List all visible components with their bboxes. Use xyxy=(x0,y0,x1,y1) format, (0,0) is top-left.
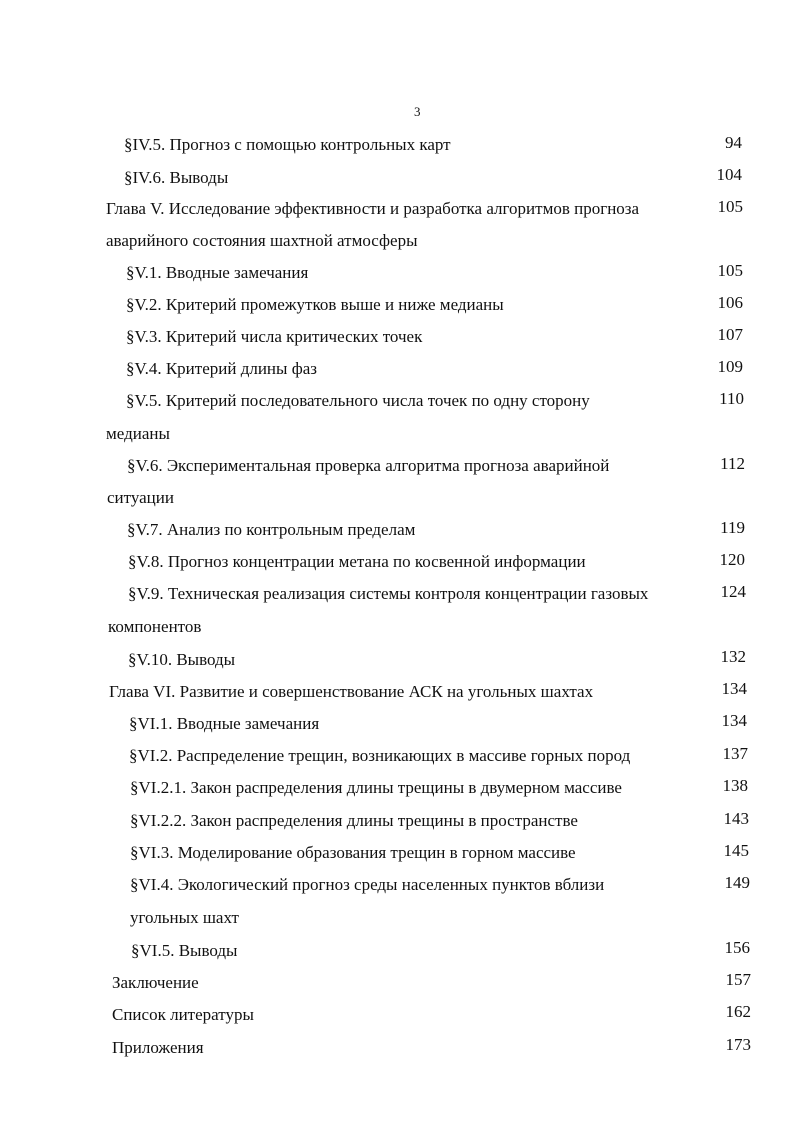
page-number: 3 xyxy=(414,104,421,119)
toc-entry-page: 94 xyxy=(725,133,742,152)
toc-entry-page: 134 xyxy=(721,711,747,730)
toc-entry-title: §VI.5. Выводы xyxy=(131,941,238,960)
toc-entry-page: 134 xyxy=(721,679,747,698)
toc-entry-title-continuation: компонентов xyxy=(108,617,202,636)
toc-entry-title: §VI.2. Распределение трещин, возникающих в массиве горных пород xyxy=(129,746,631,765)
toc-entry-title-continuation: медианы xyxy=(106,424,170,443)
toc-entry-title: §V.1. Вводные замечания xyxy=(126,263,309,282)
toc-entry-title: §V.8. Прогноз концентрации метана по косвенной информации xyxy=(128,552,586,571)
toc-entry-title: §V.4. Критерий длины фаз xyxy=(126,359,317,378)
toc-entry-title: §IV.6. Выводы xyxy=(124,168,229,187)
toc-entry-title-continuation: ситуации xyxy=(107,488,174,507)
toc-entry-page: 107 xyxy=(717,325,743,344)
toc-entry-title: §V.9. Техническая реализация системы контроля концентрации газовых xyxy=(128,584,649,603)
toc-entry-title-continuation: угольных шахт xyxy=(130,908,239,927)
toc-entry-title: §V.10. Выводы xyxy=(128,650,236,669)
toc-entry-page: 149 xyxy=(724,873,750,892)
toc-entry-page: 109 xyxy=(717,357,743,376)
toc-entry-page: 124 xyxy=(720,582,746,601)
toc-entry-title: Глава VI. Развитие и совершенствование АСК на угольных шахтах xyxy=(109,682,594,701)
toc-entry-page: 110 xyxy=(719,389,744,408)
toc-entry-page: 157 xyxy=(725,970,751,989)
toc-entry-page: 162 xyxy=(725,1002,751,1021)
toc-entry-page: 112 xyxy=(720,454,745,473)
toc-entry-page: 143 xyxy=(723,809,749,828)
toc-entry-title: §VI.2.2. Закон распределения длины трещины в пространстве xyxy=(130,811,578,830)
toc-entry-page: 119 xyxy=(720,518,745,537)
toc-entry-page: 105 xyxy=(717,197,743,216)
toc-entry-page: 120 xyxy=(719,550,745,569)
toc-entry-page: 156 xyxy=(724,938,750,957)
toc-entry-title: §VI.2.1. Закон распределения длины трещины в двумерном массиве xyxy=(130,778,622,797)
toc-entry-title: §V.2. Критерий промежутков выше и ниже медианы xyxy=(126,295,504,314)
toc-entry-title: §VI.1. Вводные замечания xyxy=(129,714,320,733)
toc-entry-title-continuation: аварийного состояния шахтной атмосферы xyxy=(106,231,418,250)
toc-entry-page: 137 xyxy=(722,744,748,763)
toc-entry-page: 105 xyxy=(717,261,743,280)
toc-entry-title: §IV.5. Прогноз с помощью контрольных карт xyxy=(124,135,451,154)
toc-entry-page: 173 xyxy=(725,1035,751,1054)
toc-entry-title: Приложения xyxy=(112,1038,204,1057)
toc-entry-title: Список литературы xyxy=(112,1005,254,1024)
toc-entry-title: Заключение xyxy=(112,973,199,992)
toc-entry-title: §V.6. Экспериментальная проверка алгоритма прогноза аварийной xyxy=(127,456,610,475)
toc-entry-page: 104 xyxy=(716,165,742,184)
toc-entry-page: 138 xyxy=(722,776,748,795)
toc-entry-title: §VI.4. Экологический прогноз среды населенных пунктов вблизи xyxy=(130,875,605,894)
toc-entry-page: 106 xyxy=(717,293,743,312)
toc-entry-page: 145 xyxy=(723,841,749,860)
toc-entry-title: §V.7. Анализ по контрольным пределам xyxy=(127,520,416,539)
toc-entry-title: §V.5. Критерий последовательного числа точек по одну сторону xyxy=(126,391,590,410)
toc-entry-title: Глава V. Исследование эффективности и разработка алгоритмов прогноза xyxy=(106,199,640,218)
toc-entry-title: §V.3. Критерий числа критических точек xyxy=(126,327,423,346)
toc-entry-page: 132 xyxy=(720,647,746,666)
toc-entry-title: §VI.3. Моделирование образования трещин в горном массиве xyxy=(130,843,576,862)
